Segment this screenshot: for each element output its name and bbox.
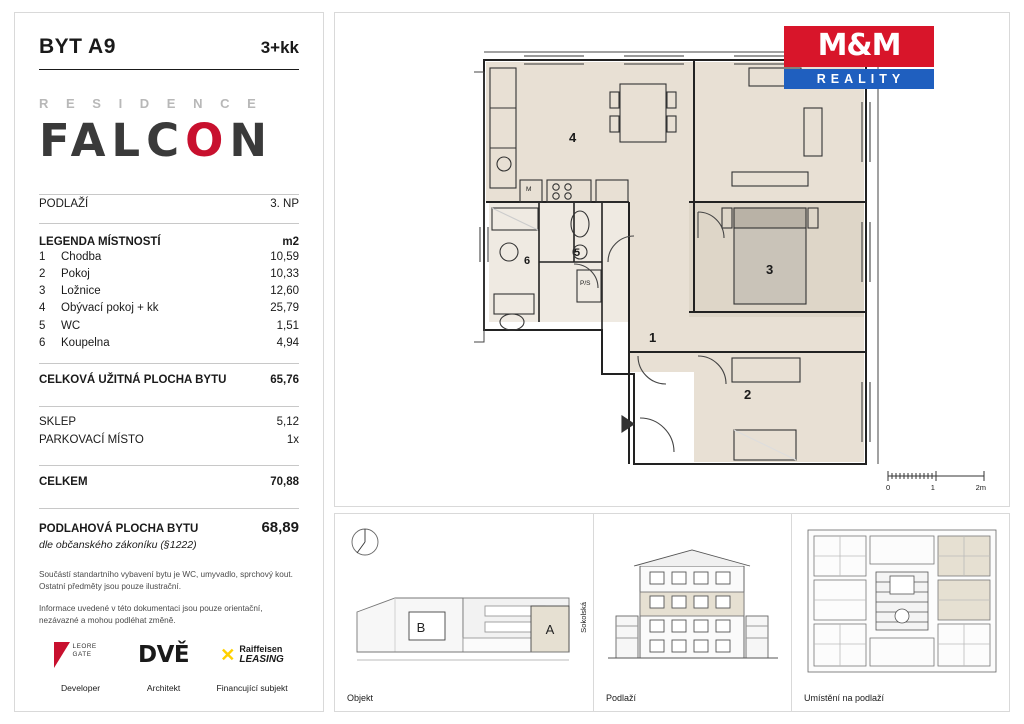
footer-logos [39,635,299,693]
developer-logo-line1: LEORE [72,643,97,650]
room-number: 2 [39,268,46,281]
disclaimer-block [39,569,299,636]
list-item [39,317,299,334]
bank-logo-text [239,644,283,666]
room-area: 4,94 [276,336,299,349]
site-block-a-label: A [545,622,555,637]
legend-title: LEGENDA MÍSTNOSTÍ [39,236,161,249]
brand-letter-n: N [229,114,274,167]
broker-logo-primary [784,26,934,67]
scale-tick-1: 1 [930,483,935,492]
scale-tick-2: 2m [975,483,986,492]
developer-logo-block [39,635,122,693]
context-panel [334,513,1010,712]
room-number: 6 [39,336,46,349]
room-area: 25,79 [270,302,299,315]
plan-room-3: 3 [766,262,774,277]
plan-label-microwave: M [526,186,532,193]
room-name: Chodba [61,250,102,263]
architect-logo-art [122,635,205,675]
bank-logo-icon [220,644,284,666]
plan-room-6: 6 [524,255,531,267]
objekt-art [335,520,593,685]
list-item [39,334,299,351]
developer-logo-line2: GATE [72,651,92,658]
room-name: Ložnice [61,285,101,298]
floor-area-note: dle občanského zákoníku (§1222) [39,539,197,552]
objekt-caption: Objekt [347,693,374,703]
legend-section [39,236,299,351]
cellar-row [39,407,299,431]
room-area: 10,59 [270,250,299,263]
room-number: 5 [39,319,46,332]
elevation-svg [594,520,792,680]
brand-letter-l: L [111,114,147,167]
bank-caption: Financující subjekt [216,683,288,693]
room-name: Pokoj [61,268,90,281]
divider [39,223,299,224]
brand-letter-f: F [39,114,71,167]
developer-logo-art [39,635,122,675]
room-area: 1,51 [276,319,299,332]
brand-wordmark [39,114,299,167]
bank-logo-word2: LEASING [239,654,284,666]
unit-title-row [39,35,299,59]
room-number: 4 [39,302,46,315]
grand-total-value: 70,88 [270,476,299,489]
room-name: Obývací pokoj + kk [61,302,159,315]
info-panel [14,12,324,712]
podlazi-art [594,520,791,685]
total-usable-area-row [39,364,299,396]
umisteni-caption: Umístění na podlaží [804,693,885,703]
room-area: 12,60 [270,285,299,298]
broker-logo-primary-text: M&M [817,28,901,63]
plan-room-2: 2 [744,387,752,402]
podlazi-cell [593,514,791,711]
legend-header [39,236,299,248]
developer-logo-text [73,643,97,659]
floor-value: 3. NP [270,198,299,211]
room-name: Koupelna [61,336,110,349]
plan-room-5: 5 [574,247,581,259]
unit-code: BYT A9 [39,35,116,58]
podlazi-caption: Podlaží [606,693,637,703]
disclaimer-info: Informace uvedené v této dokumentaci jsou pouze orientační, nezávazné a mohou podléhat změně. [39,603,263,625]
triangle-shape [54,642,70,668]
total-usable-area-value: 65,76 [270,374,299,387]
plan-label-washer: P/S [580,280,591,287]
scale-bar-labels [886,483,986,492]
scale-tick-0: 0 [886,483,891,492]
room-name: WC [61,319,81,332]
cellar-value: 5,12 [276,416,299,429]
bank-logo-block [205,635,299,693]
legend-unit: m2 [282,236,299,249]
brand-letter-a: A [70,114,112,167]
architect-logo-word: DVĚ [138,642,190,668]
total-usable-area-label: CELKOVÁ UŽITNÁ PLOCHA BYTU [39,374,227,387]
site-block-b-label: B [416,620,426,635]
plan-room-4: 4 [569,130,577,145]
broker-logo-secondary: REALITY [784,69,934,89]
brand-letter-c: C [146,114,186,167]
objekt-cell [335,514,593,711]
list-item [39,300,299,317]
umisteni-art [792,520,1009,685]
bank-logo-art [205,635,299,675]
architect-caption: Architekt [146,683,181,693]
broker-logo [784,26,934,89]
floor-area-value: 68,89 [261,519,299,537]
architect-logo-text [138,642,189,668]
developer-logo-icon [54,640,108,670]
grand-total-label: CELKEM [39,476,88,489]
scale-bar [886,470,986,492]
room-number: 1 [39,250,46,263]
brand-letter-o: O [185,114,230,167]
scale-bar-graphic [886,470,986,482]
list-item [39,265,299,282]
room-number: 3 [39,285,46,298]
umisteni-cell [791,514,1009,711]
architect-logo-block [122,635,205,693]
parking-label: PARKOVACÍ MÍSTO [39,434,144,447]
plan-room-1: 1 [649,330,657,345]
floor-label: PODLAŽÍ [39,198,89,211]
unit-layout: 3+kk [260,38,299,57]
site-plan-svg [335,520,593,680]
disclaimer-equipment: Součástí standartního vybavení bytu je WC, umyvadlo, sprchový kout. Ostatní předměty jsou pouze ilustrační. [39,570,293,592]
divider [39,69,299,70]
grand-total-row [39,466,299,498]
parking-value: 1x [286,434,299,447]
floor-area-row [39,509,299,539]
raiffeisen-gable-icon: ✕ [220,645,236,665]
list-item [39,283,299,300]
floor-key-plan-svg [792,520,1012,680]
cellar-label: SKLEP [39,416,77,429]
street-label: Sokolská [579,602,588,633]
brand-tagline: R E S I D E N C E [39,96,263,111]
developer-caption: Developer [60,683,101,693]
floor-area-label: PODLAHOVÁ PLOCHA BYTU [39,523,199,536]
bank-logo-word1: Raiffeisen [239,644,283,655]
room-area: 10,33 [270,268,299,281]
parking-row [39,431,299,455]
list-item [39,248,299,265]
floor-row [39,195,299,213]
